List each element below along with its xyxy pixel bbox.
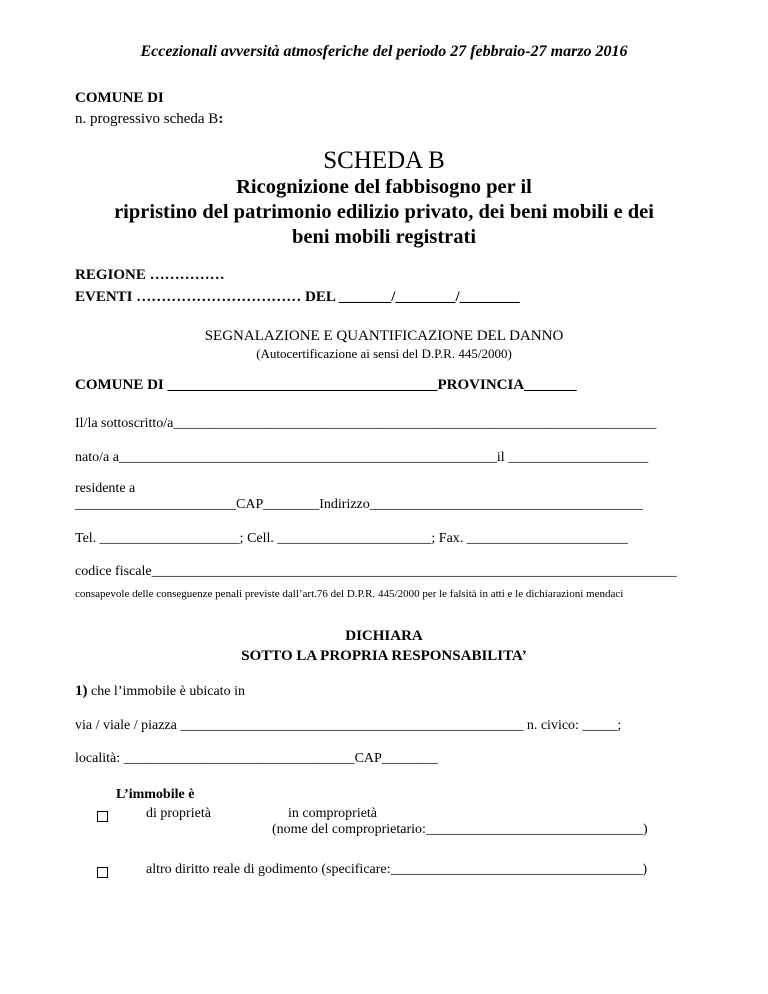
progressivo-text: n. progressivo scheda B [75, 111, 219, 127]
title-scheda: SCHEDA B [323, 147, 445, 174]
immobile-label: L’immobile è [116, 787, 195, 802]
comune-label: COMUNE DI [75, 90, 164, 106]
altro-diritto-checkbox[interactable] [97, 867, 108, 878]
codice-fiscale-field[interactable]: codice fiscale___________________________________________________________________________ [75, 564, 677, 579]
altro-diritto-field[interactable]: altro diritto reale di godimento (specificare:____________________________________) [146, 862, 648, 877]
nato-field[interactable]: nato/a a______________________________________________________il ____________________ [75, 450, 649, 465]
progressivo-label [75, 111, 223, 128]
comune-provincia-line: COMUNE DI ____________________________________PROVINCIA_______ [75, 377, 577, 393]
eventi-line: EVENTI …………………………… DEL _______/________/________ [75, 289, 520, 305]
consapevole-note: consapevole delle conseguenze penali previste dall’art.76 del D.P.R. 445/2000 per le falsità in atti e le dichiarazioni mendaci [75, 588, 624, 600]
section-1-number: 1) [75, 683, 88, 699]
responsabilita-heading: SOTTO LA PROPRIA RESPONSABILITA’ [241, 648, 527, 664]
proprieta-checkbox[interactable] [97, 811, 108, 822]
regione-line: REGIONE …………… [75, 267, 225, 283]
option-proprieta: di proprietà [146, 806, 211, 821]
localita-cap-field[interactable]: località: _________________________________CAP________ [75, 751, 438, 766]
cap-indirizzo-field[interactable]: _______________________CAP________Indirizzo_______________________________________ [75, 497, 643, 512]
progressivo-colon: : [218, 111, 224, 127]
document-header: Eccezionali avversità atmosferiche del periodo 27 febbraio-27 marzo 2016 [140, 43, 628, 60]
dichiara-heading: DICHIARA [345, 628, 423, 644]
title-line-3: ripristino del patrimonio edilizio privato, dei beni mobili e dei [114, 201, 654, 223]
title-line-2: Ricognizione del fabbisogno per il [236, 176, 532, 198]
via-civico-field[interactable]: via / viale / piazza _________________________________________________ n. civico: _____; [75, 718, 622, 733]
segnalazione-heading: SEGNALAZIONE E QUANTIFICAZIONE DEL DANNO [204, 328, 564, 344]
comproprietario-field[interactable]: (nome del comproprietario:_______________________________) [272, 822, 648, 837]
autocertificazione-note: (Autocertificazione ai sensi del D.P.R. 445/2000) [256, 346, 512, 361]
section-1-text: che l’immobile è ubicato in [87, 684, 245, 699]
title-line-4: beni mobili registrati [291, 226, 477, 248]
residente-label: residente a [75, 481, 136, 496]
option-comproprieta: in comproprietà [288, 806, 378, 821]
sottoscritto-field[interactable]: Il/la sottoscritto/a_____________________________________________________________________ [75, 416, 657, 431]
section-1-intro [75, 683, 245, 700]
tel-cell-fax-field[interactable]: Tel. ____________________; Cell. ______________________; Fax. _______________________ [75, 531, 628, 546]
